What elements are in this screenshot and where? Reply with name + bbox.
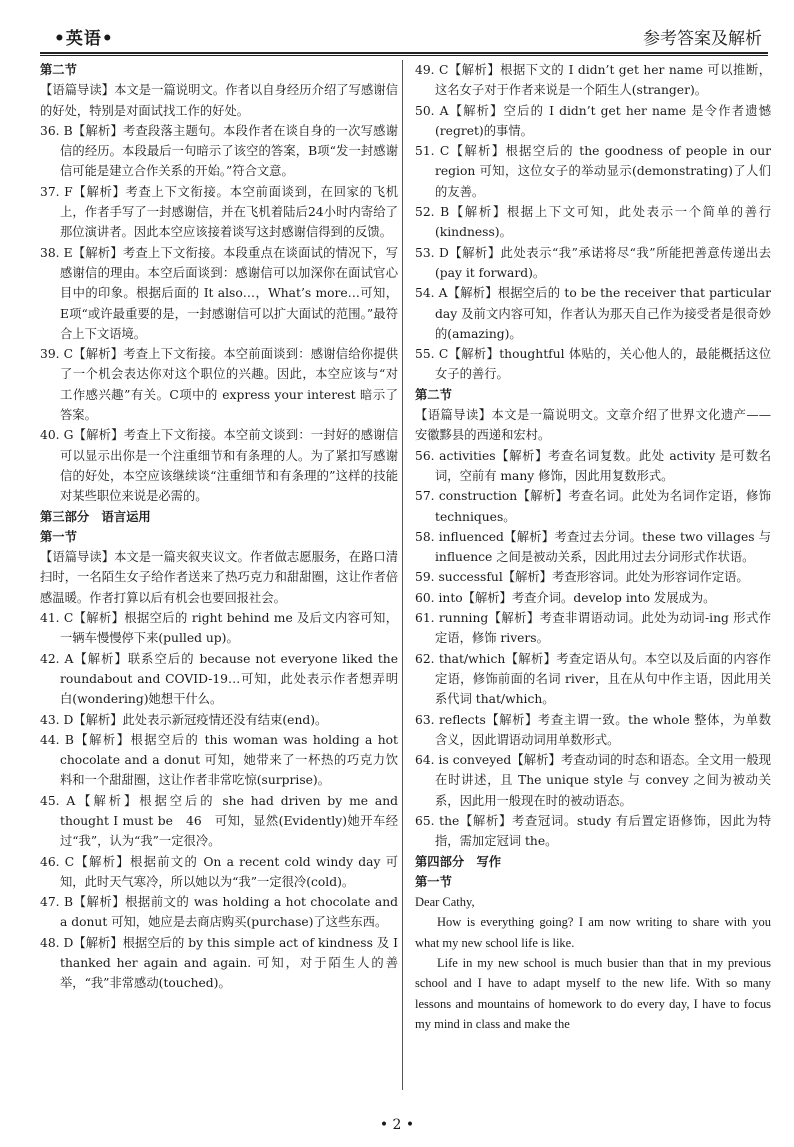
section-heading: 第三部分 语言运用: [40, 508, 151, 524]
answer-item: 48. D【解析】根据空后的 by this simple act of kindness 及 I thanked her again and again. 可知，对于陌生人的善举，“我”非常感动(touched)。: [40, 935, 398, 991]
answer-item: 40. G【解析】考查上下文衔接。本空前文谈到：一封好的感谢信可以显示出你是一个注重细节和有条理的人。为了紧扣写感谢信的好处，本空应该继续谈“注重细节和有条理的”这样的技能对某些职位来说是必需的。: [40, 428, 398, 504]
section-heading: 第二节: [415, 386, 452, 402]
answer-item: 42. A【解析】联系空后的 because not everyone liked the roundabout and COVID-19…可知，此处表示作者想弄明白(wondering)她想干什么。: [40, 651, 398, 707]
header-rule-thin: [40, 55, 768, 56]
letter-paragraph-1: How is everything going? I am now writing to share with you what my new school life is like.: [415, 915, 771, 950]
page-number: • 2 •: [379, 1117, 415, 1133]
answer-item: 39. C【解析】考查上下文衔接。本空前面谈到：感谢信给你提供了一个机会表达你对这个职位的兴趣。因此，本空应该与“对工作感兴趣”有关。C项中的 express your interest 暗示了答案。: [40, 347, 398, 423]
answer-item: 52. B【解析】根据上下文可知，此处表示一个简单的善行(kindness)。: [415, 205, 771, 240]
header-title: 参考答案及解析: [643, 29, 762, 49]
reading-guide: 【语篇导读】本文是一篇说明文。作者以自身经历介绍了写感谢信的好处，特别是对面试找工作的好处。: [40, 83, 398, 118]
answer-item: 44. B【解析】根据空后的 this woman was holding a hot chocolate and a donut 可知，她带来了一杯热的巧克力饮料和一个甜甜圈，这让作者非常吃惊(surprise)。: [40, 732, 398, 788]
answer-item: 61. running【解析】考查非谓语动词。此处为动词-ing 形式作定语，修饰 rivers。: [415, 611, 771, 646]
subject-label: •英语•: [54, 29, 114, 49]
answer-item: 49. C【解析】根据下文的 I didn’t get her name 可以推断，这名女子对于作者来说是一个陌生人(stranger)。: [415, 63, 771, 98]
section-heading: 第一节: [415, 873, 452, 889]
answer-item: 57. construction【解析】考查名词。此处为名词作定语，修饰 techniques。: [415, 489, 771, 524]
answer-item: 36. B【解析】考查段落主题句。本段作者在谈自身的一次写感谢信的经历。本段最后一句暗示了该空的答案，B项“发一封感谢信可能是建立合作关系的开始。”符合文意。: [40, 123, 398, 179]
answer-item: 55. C【解析】thoughtful 体贴的，关心他人的，最能概括这位女子的善行。: [415, 347, 771, 382]
letter-text: [415, 892, 771, 1034]
reading-guide: 【语篇导读】本文是一篇说明文。文章介绍了世界文化遗产——安徽黟县的西递和宏村。: [415, 408, 771, 443]
answer-item: 62. that/which【解析】考查定语从句。本空以及后面的内容作定语，修饰前面的名词 river，且在从句中作主语，因此用关系代词 that/which。: [415, 651, 771, 707]
answer-item: 64. is conveyed【解析】考查动词的时态和语态。全文用一般现在时讲述，且 The unique style 与 convey 之间为被动关系，因此用一般现在时的被动语态。: [415, 753, 771, 808]
answer-item: 60. into【解析】考查介词。develop into 发展成为。: [415, 590, 716, 605]
answer-item: 50. A【解析】空后的 I didn’t get her name 是令作者遗憾(regret)的事情。: [415, 103, 771, 138]
answer-item: 43. D【解析】此处表示新冠疫情还没有结束(end)。: [40, 712, 328, 727]
answer-item: 54. A【解析】根据空后的 to be the receiver that particular day 及前文内容可知，作者认为那天自己作为接受者是很奇妙的(amazing)。: [415, 286, 771, 341]
section-heading: 第一节: [40, 528, 77, 544]
answer-item: 38. E【解析】考查上下文衔接。本段重点在谈面试的情况下，写感谢信的理由。本空后面谈到：感谢信可以加深你在面试官心目中的印象。根据后面的 It also…，What’s more…可知，E项“或许最重要的是，一封感谢信可以扩大面试的范围。”最符合上下文语境。: [40, 245, 398, 341]
answer-item: 59. successful【解析】考查形容词。此处为形容词作定语。: [415, 570, 749, 585]
answer-item: 41. C【解析】根据空后的 right behind me 及后文内容可知，一辆车慢慢停下来(pulled up)。: [40, 611, 398, 646]
right-column: [415, 60, 771, 1034]
answer-item: 53. D【解析】此处表示“我”承诺将尽“我”所能把善意传递出去(pay it forward)。: [415, 245, 771, 280]
letter-paragraph-2: Life in my new school is much busier than that in my previous school and I have to adapt myself to the new life. With so many lessons and mountains of homework to do every day, I have to focus my mind in class and make the: [415, 956, 771, 1031]
answer-item: 37. F【解析】考查上下文衔接。本空前面谈到，在回家的飞机上，作者手写了一封感谢信，并在飞机着陆后24小时内寄给了那位演讲者。因此本空应该接着谈写这封感谢信得到的反馈。: [40, 184, 398, 240]
page-header: [40, 22, 768, 48]
section-heading: 第二节: [40, 62, 77, 77]
answer-item: 58. influenced【解析】考查过去分词。these two villages 与 influence 之间是被动关系，因此用过去分词形式作状语。: [415, 529, 771, 565]
answer-item: 45. A【解析】根据空后的 she had driven by me and thought I must be 46 可知，显然(Evidently)她开车经过“我”，认为“我”一定很冷。: [40, 793, 398, 849]
reading-guide: 【语篇导读】本文是一篇夹叙夹议文。作者做志愿服务，在路口清扫时，一名陌生女子给作者送来了热巧克力和甜甜圈，这让作者倍感温暖。作者打算以后有机会也要回报社会。: [40, 550, 398, 605]
header-rule: [40, 52, 768, 54]
answer-item: 47. B【解析】根据前文的 was holding a hot chocolate and a donut 可知，她应是去商店购买(purchase)了这些东西。: [40, 895, 398, 930]
answer-item: 65. the【解析】考查冠词。study 有后置定语修饰，因此为特指，需加定冠词 the。: [415, 813, 771, 849]
answer-item: 46. C【解析】根据前文的 On a recent cold windy day 可知，此时天气寒冷，所以她以为“我”一定很冷(cold)。: [40, 854, 398, 889]
answer-item: 56. activities【解析】考查名词复数。此处 activity 是可数名词，空前有 many 修饰，因此用复数形式。: [415, 448, 771, 483]
column-divider: [402, 60, 403, 1090]
left-column: [40, 60, 398, 994]
answer-item: 51. C【解析】根据空后的 the goodness of people in our region 可知，这位女子的举动显示(demonstrating)了人们的友善。: [415, 144, 771, 199]
section-heading: 第四部分 写作: [415, 853, 502, 869]
letter-salutation: Dear Cathy,: [415, 895, 475, 910]
answer-item: 63. reflects【解析】考查主谓一致。the whole 整体，为单数含义，因此谓语动词用单数形式。: [415, 712, 771, 747]
